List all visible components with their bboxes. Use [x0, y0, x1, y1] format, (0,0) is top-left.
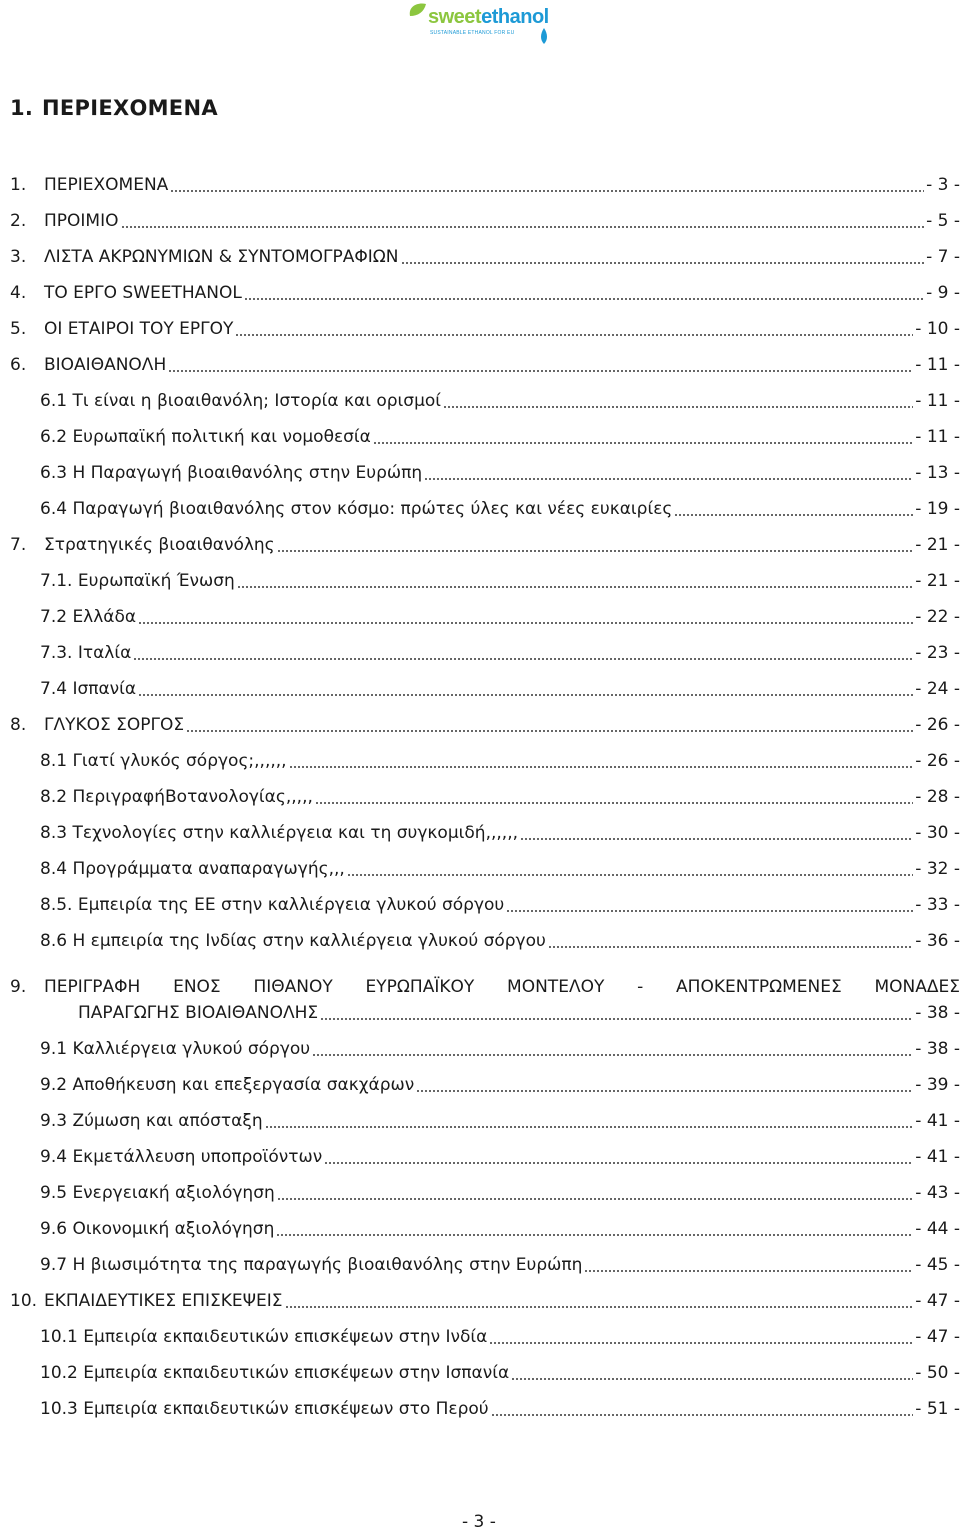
toc-dot-leader	[276, 1234, 913, 1236]
toc-dot-leader	[168, 370, 913, 372]
toc-entry[interactable]	[10, 1394, 960, 1424]
toc-entry-title: Στρατηγικές βιοαιθανόλης	[44, 535, 275, 555]
toc-entry-number: 2.	[10, 211, 27, 231]
toc-entry-number: 8.	[10, 715, 27, 735]
toc-entry-page: - 11 -	[915, 427, 960, 447]
toc-entry[interactable]	[10, 1214, 960, 1244]
toc-dot-leader	[511, 1378, 913, 1380]
section-heading	[10, 96, 218, 120]
toc-entry-page: - 38 -	[915, 1039, 960, 1059]
toc-entry-title: 7.4 Ισπανία	[40, 679, 137, 699]
toc-dot-leader	[285, 1306, 914, 1308]
logo-wordmark: sweetethanol	[428, 6, 549, 28]
toc-entry-title: ΕΚΠΑΙΔΕΥΤΙΚΕΣ ΕΠΙΣΚΕΨΕΙΣ	[44, 1291, 283, 1311]
toc-dot-leader	[277, 550, 914, 552]
toc-title-word: ΠΙΘΑΝΟΥ	[253, 977, 333, 997]
toc-entry-page: - 47 -	[915, 1327, 960, 1347]
toc-entry[interactable]	[10, 458, 960, 488]
toc-dot-leader	[170, 190, 924, 192]
toc-entry[interactable]	[10, 1178, 960, 1208]
toc-dot-leader	[138, 622, 913, 624]
toc-entry[interactable]	[10, 314, 960, 344]
toc-dot-leader	[277, 1198, 914, 1200]
toc-dot-leader	[289, 766, 914, 768]
toc-entry-title: 6.1 Τι είναι η βιοαιθανόλη; Ιστορία και ορισμοί	[40, 391, 442, 411]
toc-entry-page: - 24 -	[915, 679, 960, 699]
toc-entry[interactable]	[10, 818, 960, 848]
toc-dot-leader	[506, 910, 913, 912]
toc-entry[interactable]	[10, 926, 960, 956]
toc-dot-leader	[489, 1342, 913, 1344]
toc-title-word: ΕΥΡΩΠΑΪΚΟΥ	[365, 977, 475, 997]
toc-entry[interactable]	[10, 530, 960, 560]
toc-entry-title: 7.2 Ελλάδα	[40, 607, 137, 627]
toc-dot-leader	[674, 514, 913, 516]
toc-entry-title: 9.3 Ζύμωση και απόσταξη	[40, 1111, 263, 1131]
toc-entry-page: - 11 -	[915, 355, 960, 375]
toc-dot-leader	[265, 1126, 914, 1128]
toc-entry-page: - 51 -	[915, 1399, 960, 1419]
toc-entry[interactable]	[10, 1322, 960, 1352]
toc-entry-number: 3.	[10, 247, 27, 267]
toc-entry-title: 8.4 Προγράμματα αναπαραγωγής,,,	[40, 859, 345, 879]
toc-entry-title: 7.1. Ευρωπαϊκή Ένωση	[40, 571, 235, 591]
toc-dot-leader	[324, 1162, 913, 1164]
toc-entry[interactable]	[10, 1358, 960, 1388]
toc-entry-title: 10.3 Εμπειρία εκπαιδευτικών επισκέψεων στο Περού	[40, 1399, 489, 1419]
toc-entry-page: - 39 -	[915, 1075, 960, 1095]
toc-entry[interactable]	[10, 242, 960, 272]
toc-dot-leader	[121, 226, 925, 228]
toc-entry-title: ΒΙΟΑΙΘΑΝΟΛΗ	[44, 355, 167, 375]
toc-entry[interactable]	[10, 1142, 960, 1172]
sweethanol-logo	[406, 0, 552, 52]
toc-entry-page: - 7 -	[926, 247, 960, 267]
toc-entry-number: 10.	[10, 1291, 38, 1311]
toc-entry-page: - 33 -	[915, 895, 960, 915]
toc-entry-title: ΛΙΣΤΑ ΑΚΡΩΝΥΜΙΩΝ & ΣΥΝΤΟΜΟΓΡΑΦΙΩΝ	[44, 247, 399, 267]
toc-title-word: ΕΝΟΣ	[173, 977, 221, 997]
toc-entry-title: 8.3 Τεχνολογίες στην καλλιέργεια και τη συγκομιδή,,,,,,	[40, 823, 519, 843]
toc-dot-leader	[244, 298, 924, 300]
toc-entry-title: ΠΕΡΙΕΧΟΜΕΝΑ	[44, 175, 169, 195]
toc-entry-title: 9.4 Εκμετάλλευση υποπροϊόντων	[40, 1147, 323, 1167]
toc-entry-page: - 13 -	[915, 463, 960, 483]
toc-entry-page: - 41 -	[915, 1111, 960, 1131]
toc-entry[interactable]	[10, 386, 960, 416]
toc-entry-page: - 47 -	[915, 1291, 960, 1311]
toc-entry-page: - 32 -	[915, 859, 960, 879]
toc-entry-number: 4.	[10, 283, 27, 303]
toc-title-word: ΜΟΝΤΕΛΟΥ	[507, 977, 605, 997]
toc-entry-title: 7.3. Ιταλία	[40, 643, 132, 663]
toc-entry-title: 8.6 Η εμπειρία της Ινδίας στην καλλιέργεια γλυκού σόργου	[40, 931, 546, 951]
toc-entry-page: - 36 -	[915, 931, 960, 951]
toc-entry-page: - 5 -	[926, 211, 960, 231]
toc-entry-page: - 28 -	[915, 787, 960, 807]
toc-entry[interactable]	[10, 1070, 960, 1100]
toc-entry-title: ΠΑΡΑΓΩΓΗΣ ΒΙΟΑΙΘΑΝΟΛΗΣ	[78, 1003, 319, 1023]
toc-dot-leader	[491, 1414, 914, 1416]
toc-entry-title: 9.5 Ενεργειακή αξιολόγηση	[40, 1183, 275, 1203]
toc-entry-title: ΤΟ ΕΡΓΟ SWEETHANOL	[44, 283, 242, 303]
toc-dot-leader	[133, 658, 913, 660]
toc-dot-leader	[416, 1090, 913, 1092]
toc-entry-title-line	[44, 977, 960, 997]
toc-entry-title: ΟΙ ΕΤΑΙΡΟΙ ΤΟΥ ΕΡΓΟΥ	[44, 319, 234, 339]
toc-entry[interactable]	[10, 638, 960, 668]
toc-dot-leader	[320, 1018, 913, 1020]
toc-entry[interactable]	[10, 602, 960, 632]
toc-dot-leader	[237, 586, 913, 588]
toc-dot-leader	[424, 478, 913, 480]
toc-entry-wrapped-line	[10, 972, 960, 1002]
toc-dot-leader	[312, 1054, 913, 1056]
toc-dot-leader	[520, 838, 913, 840]
toc-dot-leader	[138, 694, 913, 696]
toc-entry-page: - 3 -	[926, 175, 960, 195]
toc-entry-page: - 21 -	[915, 535, 960, 555]
toc-title-word: -	[637, 977, 644, 997]
toc-entry-page: - 26 -	[915, 751, 960, 771]
toc-entry-title: 6.3 Η Παραγωγή βιοαιθανόλης στην Ευρώπη	[40, 463, 423, 483]
toc-entry-number: 5.	[10, 319, 27, 339]
heading-title: ΠΕΡΙΕΧΟΜΕΝΑ	[42, 96, 218, 120]
toc-entry-page: - 26 -	[915, 715, 960, 735]
toc-title-word: ΜΟΝΑΔΕΣ	[874, 977, 960, 997]
toc-entry-page: - 9 -	[926, 283, 960, 303]
toc-entry[interactable]	[10, 206, 960, 236]
toc-entry[interactable]	[10, 278, 960, 308]
toc-entry-page: - 23 -	[915, 643, 960, 663]
toc-entry[interactable]	[10, 170, 960, 200]
toc-entry[interactable]	[10, 854, 960, 884]
toc-entry-number: 1.	[10, 175, 27, 195]
toc-dot-leader	[443, 406, 913, 408]
toc-entry-title: 6.2 Ευρωπαϊκή πολιτική και νομοθεσία	[40, 427, 371, 447]
toc-entry-title: 8.2 ΠεριγραφήΒοτανολογίας,,,,,	[40, 787, 313, 807]
toc-entry-title: 10.2 Εμπειρία εκπαιδευτικών επισκέψεων στην Ισπανία	[40, 1363, 510, 1383]
toc-entry-number: 6.	[10, 355, 27, 375]
toc-entry-page: - 41 -	[915, 1147, 960, 1167]
toc-entry[interactable]	[10, 350, 960, 380]
toc-dot-leader	[315, 802, 913, 804]
toc-entry-title: 6.4 Παραγωγή βιοαιθανόλης στον κόσμο: πρώτες ύλες και νέες ευκαιρίες	[40, 499, 673, 519]
toc-dot-leader	[548, 946, 913, 948]
toc-entry-title: 9.6 Οικονομική αξιολόγηση	[40, 1219, 275, 1239]
toc-entry[interactable]	[10, 1250, 960, 1280]
toc-entry-page: - 19 -	[915, 499, 960, 519]
toc-entry[interactable]	[10, 782, 960, 812]
toc-dot-leader	[373, 442, 913, 444]
toc-entry-page: - 30 -	[915, 823, 960, 843]
toc-entry-page: - 43 -	[915, 1183, 960, 1203]
toc-entry[interactable]	[10, 566, 960, 596]
toc-entry-page: - 50 -	[915, 1363, 960, 1383]
toc-entry-title: 9.7 Η βιωσιμότητα της παραγωγής βιοαιθανόλης στην Ευρώπη	[40, 1255, 583, 1275]
toc-entry-page: - 10 -	[915, 319, 960, 339]
logo-tagline: SUSTAINABLE ETHANOL FOR EU	[430, 30, 515, 36]
heading-number: 1.	[10, 96, 34, 120]
toc-entry[interactable]	[10, 674, 960, 704]
toc-entry-title: 8.1 Γιατί γλυκός σόργος;,,,,,,	[40, 751, 287, 771]
toc-entry[interactable]	[10, 494, 960, 524]
toc-dot-leader	[347, 874, 913, 876]
toc-title-word: ΠΕΡΙΓΡΑΦΗ	[44, 977, 141, 997]
toc-entry[interactable]	[10, 890, 960, 920]
toc-entry[interactable]	[10, 1286, 960, 1316]
toc-entry[interactable]	[10, 1034, 960, 1064]
toc-entry-number: 9.	[10, 977, 27, 997]
toc-entry-title: ΠΡΟΙΜΙΟ	[44, 211, 119, 231]
toc-entry-page: - 44 -	[915, 1219, 960, 1239]
toc-entry[interactable]	[10, 710, 960, 740]
toc-entry-number: 7.	[10, 535, 27, 555]
toc-entry-page: - 45 -	[915, 1255, 960, 1275]
toc-dot-leader	[235, 334, 913, 336]
toc-entry-title: 10.1 Εμπειρία εκπαιδευτικών επισκέψεων στην Ινδία	[40, 1327, 488, 1347]
toc-dot-leader	[186, 730, 913, 732]
toc-entry[interactable]	[10, 422, 960, 452]
toc-entry-title: 8.5. Εμπειρία της ΕΕ στην καλλιέργεια γλυκού σόργου	[40, 895, 505, 915]
toc-entry-page: - 22 -	[915, 607, 960, 627]
toc-entry[interactable]	[10, 998, 960, 1028]
toc-title-word: ΑΠΟΚΕΝΤΡΩΜΕΝΕΣ	[676, 977, 842, 997]
toc-dot-leader	[584, 1270, 913, 1272]
toc-entry[interactable]	[10, 746, 960, 776]
toc-entry-page: - 38 -	[915, 1003, 960, 1023]
page-number: - 3 -	[462, 1512, 496, 1532]
toc-entry-title: 9.2 Αποθήκευση και επεξεργασία σακχάρων	[40, 1075, 415, 1095]
toc-entry-title: ΓΛΥΚΟΣ ΣΟΡΓΟΣ	[44, 715, 185, 735]
toc-entry-page: - 21 -	[915, 571, 960, 591]
toc-dot-leader	[401, 262, 925, 264]
toc-entry[interactable]	[10, 1106, 960, 1136]
toc-entry-page: - 11 -	[915, 391, 960, 411]
toc-entry-title: 9.1 Καλλιέργεια γλυκού σόργου	[40, 1039, 311, 1059]
